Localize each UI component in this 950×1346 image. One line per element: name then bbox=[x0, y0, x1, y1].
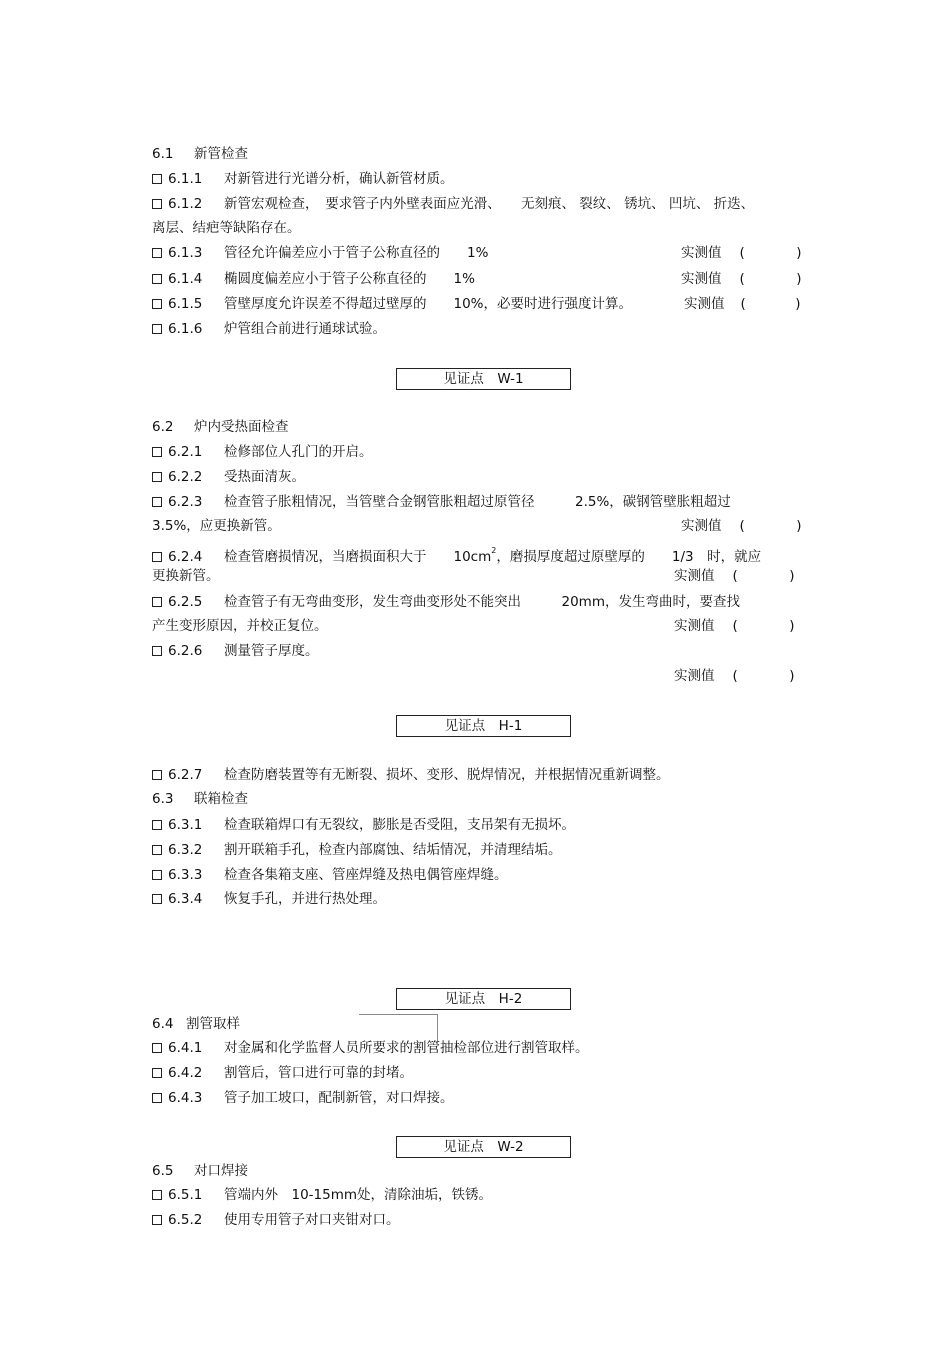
item-number: 6.2.5 bbox=[168, 594, 203, 610]
section-heading bbox=[152, 1162, 248, 1180]
item-continuation: 更换新管。 bbox=[152, 568, 220, 584]
item-number: 6.2.2 bbox=[168, 469, 203, 485]
checklist-item bbox=[152, 642, 319, 660]
item-text: 检查管子有无弯曲变形，发生弯曲变形处不能突出 20mm，发生弯曲时，要查找 bbox=[224, 594, 740, 610]
item-number: 6.1.1 bbox=[168, 171, 203, 187]
item-number: 6.1.4 bbox=[168, 271, 203, 287]
checkbox[interactable] bbox=[152, 1215, 162, 1225]
item-text: 检查管子胀粗情况，当管壁合金钢管胀粗超过原管径 2.5%，碳钢管壁胀粗超过 bbox=[224, 494, 731, 510]
connector-line bbox=[359, 1014, 437, 1015]
item-number: 6.5.1 bbox=[168, 1187, 203, 1203]
checklist-item bbox=[152, 244, 488, 262]
paren-close: ) bbox=[789, 568, 795, 584]
measured-value bbox=[674, 567, 795, 585]
checklist-item bbox=[152, 890, 386, 908]
measured-label: 实测值 bbox=[684, 296, 725, 312]
section-heading bbox=[152, 145, 248, 163]
checklist-item bbox=[152, 766, 670, 784]
paren-close: ) bbox=[789, 618, 795, 634]
checklist-item bbox=[152, 195, 754, 213]
checklist-item bbox=[152, 170, 454, 188]
measured-label: 实测值 bbox=[681, 271, 722, 287]
witness-point-w1: 见证点 W-1 bbox=[396, 368, 571, 390]
checklist-item bbox=[152, 1039, 589, 1057]
item-text: 检查各集箱支座、管座焊缝及热电偶管座焊缝。 bbox=[224, 867, 508, 883]
checklist-item bbox=[152, 320, 386, 338]
measured-label: 实测值 bbox=[681, 518, 722, 534]
item-text: 割管后，管口进行可靠的封堵。 bbox=[224, 1065, 413, 1081]
paren-close: ) bbox=[795, 296, 801, 312]
item-number: 6.3.2 bbox=[168, 842, 203, 858]
checkbox[interactable] bbox=[152, 646, 162, 656]
item-number: 6.4.3 bbox=[168, 1090, 203, 1106]
section-number: 6.1 bbox=[152, 146, 174, 162]
item-number: 6.3.1 bbox=[168, 817, 203, 833]
checkbox[interactable] bbox=[152, 597, 162, 607]
checklist-item bbox=[152, 270, 475, 288]
item-text: 管端内外 10-15mm处，清除油垢，铁锈。 bbox=[224, 1187, 493, 1203]
item-text: 使用专用管子对口夹钳对口。 bbox=[224, 1212, 400, 1228]
item-text: 割开联箱手孔，检查内部腐蚀、结垢情况，并清理结垢。 bbox=[224, 842, 562, 858]
checkbox[interactable] bbox=[152, 870, 162, 880]
checkbox[interactable] bbox=[152, 845, 162, 855]
item-number: 6.2.7 bbox=[168, 767, 203, 783]
item-number: 6.2.3 bbox=[168, 494, 203, 510]
measured-value bbox=[681, 244, 802, 262]
checkbox[interactable] bbox=[152, 472, 162, 482]
checklist-item bbox=[152, 1186, 492, 1204]
section-title: 割管取样 bbox=[186, 1016, 240, 1032]
section-title: 炉内受热面检查 bbox=[194, 419, 289, 435]
item-text: 新管宏观检查， 要求管子内外壁表面应光滑、 无刻痕、 裂纹、 锈坑、 凹坑、 折迭、 bbox=[224, 196, 755, 212]
item-number: 6.2.4 bbox=[168, 549, 203, 565]
paren-open: ( bbox=[739, 518, 745, 534]
checkbox[interactable] bbox=[152, 497, 162, 507]
section-number: 6.2 bbox=[152, 419, 174, 435]
item-text: 检修部位人孔门的开启。 bbox=[224, 444, 373, 460]
section-number: 6.3 bbox=[152, 791, 174, 807]
checkbox[interactable] bbox=[152, 1043, 162, 1053]
measured-label: 实测值 bbox=[674, 668, 715, 684]
item-continuation: 离层、结疤等缺陷存在。 bbox=[152, 220, 301, 236]
item-text-cont: ，磨损厚度超过原壁厚的 1/3 时，就应 bbox=[496, 549, 762, 565]
checkbox[interactable] bbox=[152, 1068, 162, 1078]
item-text: 管子加工坡口，配制新管，对口焊接。 bbox=[224, 1090, 454, 1106]
section-heading bbox=[152, 418, 289, 436]
checklist-item bbox=[152, 468, 305, 486]
item-text: 检查防磨装置等有无断裂、损坏、变形、脱焊情况，并根据情况重新调整。 bbox=[224, 767, 670, 783]
item-text: 炉管组合前进行通球试验。 bbox=[224, 321, 386, 337]
checklist-item bbox=[152, 816, 575, 834]
checklist-item bbox=[152, 542, 761, 566]
item-text: 管径允许偏差应小于管子公称直径的 1% bbox=[224, 245, 489, 261]
measured-value bbox=[674, 667, 795, 685]
item-number: 6.2.1 bbox=[168, 444, 203, 460]
item-number: 6.1.3 bbox=[168, 245, 203, 261]
item-text: 受热面清灰。 bbox=[224, 469, 305, 485]
section-number: 6.4 bbox=[152, 1016, 174, 1032]
section-number: 6.5 bbox=[152, 1163, 174, 1179]
paren-close: ) bbox=[796, 271, 802, 287]
checklist-item bbox=[152, 1064, 413, 1082]
item-text: 检查管磨损情况，当磨损面积大于 10cm bbox=[224, 549, 492, 565]
checkbox[interactable] bbox=[152, 174, 162, 184]
checkbox[interactable] bbox=[152, 447, 162, 457]
paren-open: ( bbox=[732, 568, 738, 584]
witness-point-w2: 见证点 W-2 bbox=[396, 1136, 571, 1158]
paren-close: ) bbox=[796, 245, 802, 261]
measured-label: 实测值 bbox=[674, 618, 715, 634]
measured-value bbox=[684, 295, 801, 313]
checklist-item bbox=[152, 1089, 454, 1107]
checkbox[interactable] bbox=[152, 299, 162, 309]
checklist-item bbox=[152, 1211, 400, 1229]
item-number: 6.4.2 bbox=[168, 1065, 203, 1081]
item-text: 测量管子厚度。 bbox=[224, 643, 319, 659]
measured-label: 实测值 bbox=[674, 568, 715, 584]
item-text: 对新管进行光谱分析，确认新管材质。 bbox=[224, 171, 454, 187]
checklist-item bbox=[152, 493, 731, 511]
checkbox[interactable] bbox=[152, 820, 162, 830]
item-continuation: 产生变形原因，并校正复位。 bbox=[152, 618, 328, 634]
checklist-item bbox=[152, 866, 508, 884]
checkbox[interactable] bbox=[152, 199, 162, 209]
measured-label: 实测值 bbox=[681, 245, 722, 261]
checklist-item bbox=[152, 593, 740, 611]
checkbox[interactable] bbox=[152, 1190, 162, 1200]
item-text: 恢复手孔，并进行热处理。 bbox=[224, 891, 386, 907]
paren-open: ( bbox=[732, 668, 738, 684]
superscript: 2 bbox=[491, 546, 497, 555]
item-number: 6.3.4 bbox=[168, 891, 203, 907]
checkbox[interactable] bbox=[152, 770, 162, 780]
paren-open: ( bbox=[739, 245, 745, 261]
section-title: 新管检查 bbox=[194, 146, 248, 162]
checkbox[interactable] bbox=[152, 324, 162, 334]
measured-value bbox=[681, 270, 802, 288]
item-number: 6.1.6 bbox=[168, 321, 203, 337]
paren-open: ( bbox=[732, 618, 738, 634]
checkbox[interactable] bbox=[152, 894, 162, 904]
item-text: 对金属和化学监督人员所要求的割管抽检部位进行割管取样。 bbox=[224, 1040, 589, 1056]
paren-close: ) bbox=[789, 668, 795, 684]
paren-close: ) bbox=[796, 518, 802, 534]
witness-point-h2: 见证点 H-2 bbox=[396, 988, 571, 1010]
section-title: 对口焊接 bbox=[194, 1163, 248, 1179]
section-heading bbox=[152, 1015, 240, 1033]
measured-value bbox=[681, 517, 802, 535]
witness-point-h1: 见证点 H-1 bbox=[396, 715, 571, 737]
measured-value bbox=[674, 617, 795, 635]
item-continuation: 3.5%，应更换新管。 bbox=[152, 518, 281, 534]
item-number: 6.5.2 bbox=[168, 1212, 203, 1228]
item-text: 椭圆度偏差应小于管子公称直径的 1% bbox=[224, 271, 475, 287]
item-text: 检查联箱焊口有无裂纹，膨胀是否受阻，支吊架有无损坏。 bbox=[224, 817, 575, 833]
item-number: 6.4.1 bbox=[168, 1040, 203, 1056]
checklist-item bbox=[152, 295, 632, 313]
item-number: 6.3.3 bbox=[168, 867, 203, 883]
paren-open: ( bbox=[740, 296, 746, 312]
checklist-item bbox=[152, 443, 373, 461]
checkbox[interactable] bbox=[152, 552, 162, 562]
item-number: 6.2.6 bbox=[168, 643, 203, 659]
section-title: 联箱检查 bbox=[194, 791, 248, 807]
checkbox[interactable] bbox=[152, 248, 162, 258]
section-heading bbox=[152, 790, 248, 808]
item-text: 管壁厚度允许误差不得超过壁厚的 10%，必要时进行强度计算。 bbox=[224, 296, 633, 312]
paren-open: ( bbox=[739, 271, 745, 287]
item-number: 6.1.5 bbox=[168, 296, 203, 312]
checklist-item bbox=[152, 841, 562, 859]
checkbox[interactable] bbox=[152, 274, 162, 284]
checkbox[interactable] bbox=[152, 1093, 162, 1103]
item-number: 6.1.2 bbox=[168, 196, 203, 212]
